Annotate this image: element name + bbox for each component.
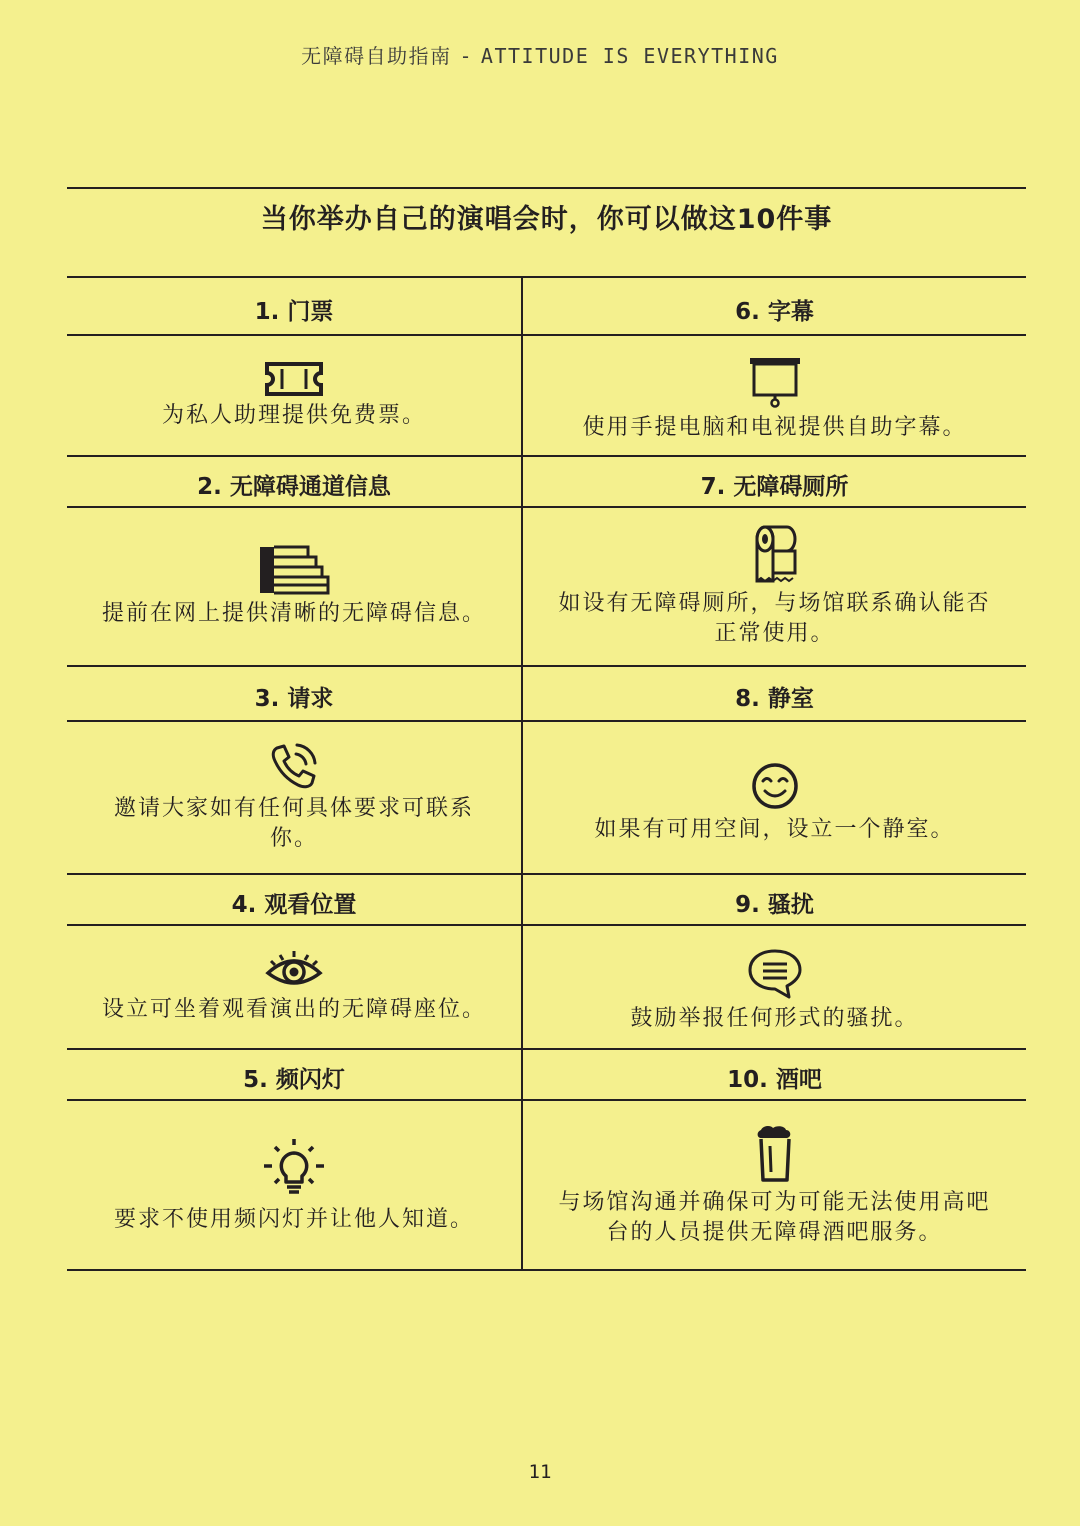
tip-cell-viewing-area [67, 926, 521, 1048]
phone-call-icon [269, 742, 319, 790]
tip-cell-requests [67, 722, 521, 873]
running-header [0, 40, 1080, 69]
row-divider [67, 665, 1026, 667]
tip-cell-tickets [67, 336, 521, 455]
light-bulb-icon [261, 1137, 327, 1201]
tip-heading-tickets: 1. 门票 [254, 299, 334, 325]
projector-screen-icon [748, 355, 802, 409]
page-number: 11 [528, 1461, 552, 1483]
tip-heading-bar: 10. 酒吧 [727, 1067, 822, 1093]
tip-text-quiet-room: 如果有可用空间，设立一个静室。 [594, 816, 955, 842]
tip-text-bar: 与场馆沟通并确保可为可能无法使用高吧台的人员提供无障碍酒吧服务。 [558, 1190, 991, 1245]
tip-text-viewing-area: 设立可坐着观看演出的无障碍座位。 [101, 997, 486, 1022]
speech-bubble-icon [747, 948, 803, 1000]
calm-face-icon [750, 761, 800, 811]
toilet-roll-icon [751, 525, 799, 585]
beer-glass-icon [753, 1124, 797, 1184]
brand-name: ATTITUDE IS EVERYTHING [480, 44, 779, 68]
tip-heading-access-info: 2. 无障碍通道信息 [197, 474, 391, 500]
tip-text-harassment: 鼓励举报任何形式的骚扰。 [630, 1006, 919, 1031]
tip-heading-accessible-toilet: 7. 无障碍厕所 [700, 474, 849, 500]
tip-heading-harassment: 9. 骚扰 [735, 892, 814, 918]
row-divider [67, 455, 1026, 457]
tips-table [67, 187, 1026, 1271]
tip-cell-strobe [67, 1101, 521, 1271]
tip-cell-access-info [67, 508, 521, 665]
table-title: 当你举办自己的演唱会时，你可以做这10件事 [67, 189, 1026, 278]
stairs-icon [258, 545, 330, 595]
tip-text-strobe: 要求不使用频闪灯并让他人知道。 [113, 1207, 474, 1232]
header-separator: - [459, 44, 474, 68]
tip-text-requests: 邀请大家如有任何具体要求可联系你。 [113, 795, 474, 851]
tip-heading-captions: 6. 字幕 [735, 299, 814, 325]
tip-cell-bar [523, 1101, 1026, 1271]
tip-cell-harassment [523, 926, 1026, 1048]
tip-text-tickets: 为私人助理提供免费票。 [161, 402, 426, 428]
ticket-icon [263, 361, 325, 397]
eye-icon [265, 949, 323, 991]
guide-title: 无障碍自助指南 [301, 44, 452, 68]
tip-cell-captions [523, 336, 1026, 455]
tip-heading-viewing-area: 4. 观看位置 [231, 892, 357, 918]
row-divider [67, 1048, 1026, 1050]
tip-text-access-info: 提前在网上提供清晰的无障碍信息。 [101, 600, 486, 626]
row-divider [67, 873, 1026, 875]
tip-heading-quiet-room: 8. 静室 [735, 686, 814, 712]
tip-cell-accessible-toilet [523, 508, 1026, 665]
tip-heading-requests: 3. 请求 [254, 686, 334, 712]
tip-heading-strobe: 5. 频闪灯 [243, 1067, 345, 1093]
tip-cell-quiet-room [523, 722, 1026, 873]
tip-text-accessible-toilet: 如设有无障碍厕所，与场馆联系确认能否正常使用。 [558, 590, 991, 646]
tip-text-captions: 使用手提电脑和电视提供自助字幕。 [582, 414, 967, 440]
